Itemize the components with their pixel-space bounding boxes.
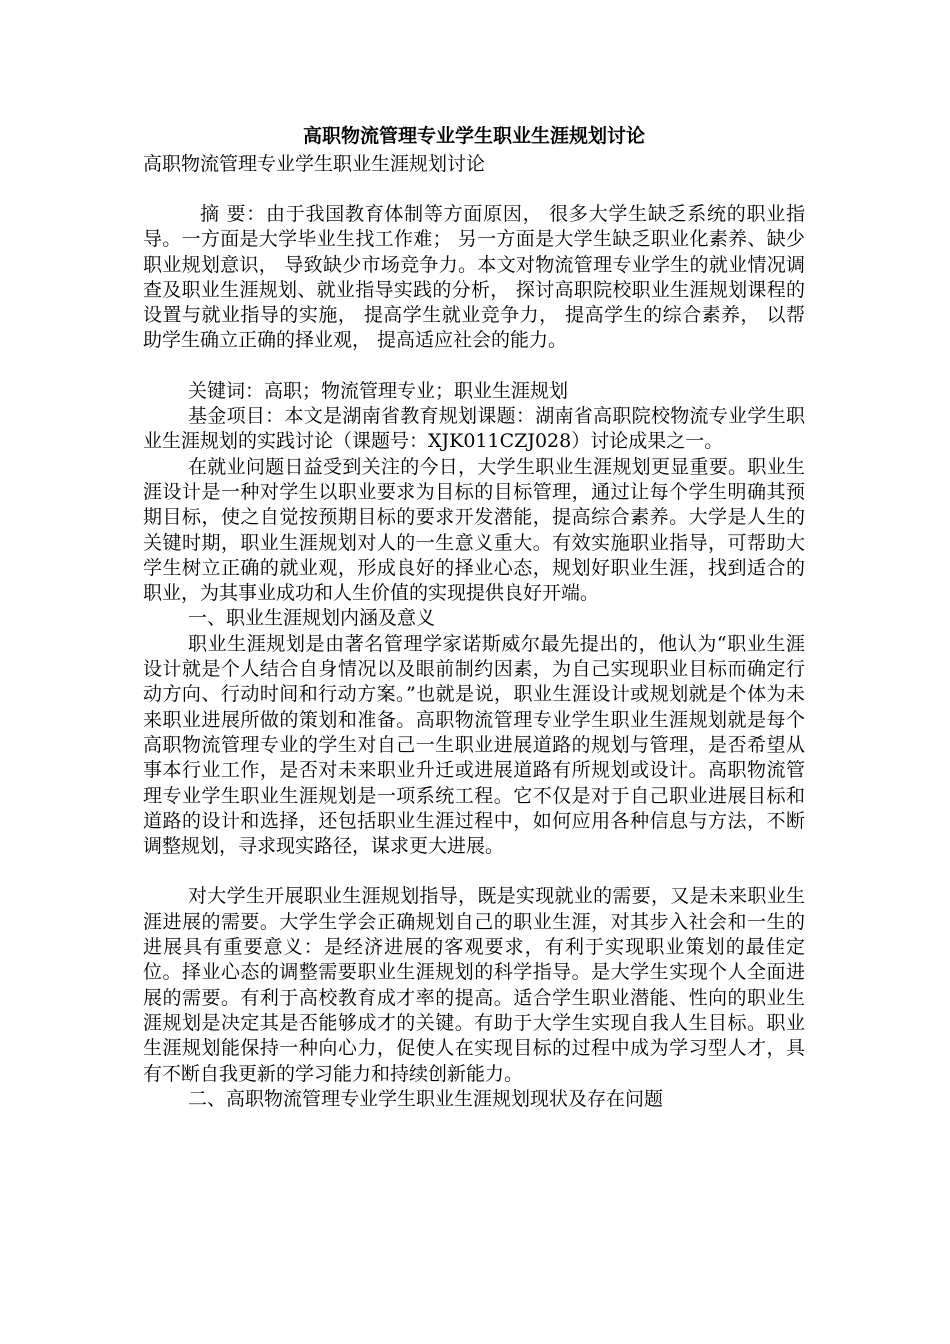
- document-title: 高职物流管理专业学生职业生涯规划讨论: [302, 125, 645, 147]
- keywords-line: 关键词：高职；物流管理专业；职业生涯规划: [188, 379, 569, 402]
- section1-heading: 一、职业生涯规划内涵及意义: [188, 607, 436, 630]
- intro-paragraph: 在就业问题日益受到关注的今日，大学生职业生涯规划更显重要。职业生涯设计是一种对学生以职业要求为目标的目标管理，通过让每个学生明确其预期目标，使之自觉按预期目标的要求开发潜能，提高综合素养。大学是人生的关键时期，职业生涯规划对人的一生意义重大。有效实施职业指导，可帮助大学生树立正确的就业观，形成良好的择业心态，规划好职业生涯，找到适合的职业，为其事业成功和人生价值的实现提供良好开端。: [143, 455, 805, 605]
- section2-heading: 二、高职物流管理专业学生职业生涯规划现状及存在问题: [188, 1087, 664, 1110]
- document-page: [143, 121, 805, 1112]
- fund-paragraph: 基金项目：本文是湖南省教育规划课题：湖南省高职院校物流专业学生职业生涯规划的实践讨论（课题号：XJK011CZJ028）讨论成果之一。: [143, 405, 805, 453]
- document-subtitle: 高职物流管理专业学生职业生涯规划讨论: [143, 153, 486, 175]
- section1-paragraph-2: 对大学生开展职业生涯规划指导，既是实现就业的需要，又是未来职业生涯进展的需要。大学生学会正确规划自己的职业生涯，对其步入社会和一生的进展具有重要意义：是经济进展的客观要求，有利于实现职业策划的最佳定位。择业心态的调整需要职业生涯规划的科学指导。是大学生实现个人全面进展的需要。有利于高校教育成才率的提高。适合学生职业潜能、性向的职业生涯规划是决定其是否能够成才的关键。有助于大学生实现自我人生目标。职业生涯规划能保持一种向心力，促使人在实现目标的过程中成为学习型人才，具有不断自我更新的学习能力和持续创新能力。: [143, 885, 805, 1085]
- abstract-paragraph: 摘 要：由于我国教育体制等方面原因， 很多大学生缺乏系统的职业指导。一方面是大学毕业生找工作难； 另一方面是大学生缺乏职业化素养、缺少职业规划意识， 导致缺少市场竞争力。本文对物流管理专业学生的就业情况调查及职业生涯规划、就业指导实践的分析， 探讨高职院校职业生涯规划课程的设置与就业指导的实施， 提高学生就业竞争力， 提高学生的综合素养， 以帮助学生确立正确的择业观， 提高适应社会的能力。: [143, 203, 805, 352]
- section1-paragraph-1: 职业生涯规划是由著名管理学家诺斯威尔最先提出的，他认为“职业生涯设计就是个人结合自身情况以及眼前制约因素，为自己实现职业目标而确定行动方向、行动时间和行动方案。”也就是说，职业生涯设计或规划就是个体为未来职业进展所做的策划和准备。高职物流管理专业学生职业生涯规划就是每个高职物流管理专业的学生对自己一生职业进展道路的规划与管理，是否希望从事本行业工作，是否对未来职业升迁或进展道路有所规划或设计。高职物流管理专业学生职业生涯规划是一项系统工程。它不仅是对于自己职业进展目标和道路的设计和选择，还包括职业生涯过程中，如何应用各种信息与方法，不断调整规划，寻求现实路径，谋求更大进展。: [143, 632, 805, 858]
